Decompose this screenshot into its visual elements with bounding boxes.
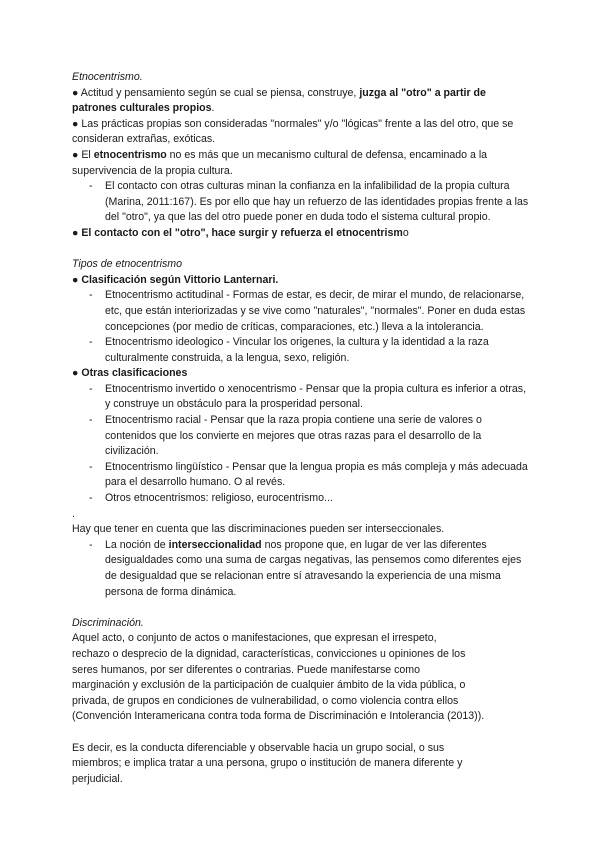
dash-interseccionalidad: - La noción de interseccionalidad nos propone que, en lugar de ver las diferentes desigualdades como una suma de cargas negativas, las pensemos como diferentes ejes de desigualdad que se relacionan entre sí atravesando la experiencia de una misma persona de forma dinámica. (72, 538, 532, 600)
document-page (72, 70, 532, 787)
spacer (72, 725, 532, 741)
discriminacion-line: seres humanos, por ser diferentes o contrarias. Puede manifestarse como (72, 663, 421, 676)
dash-racial: - Etnocentrismo racial - Pensar que la raza propia contiene una serie de valores o contenidos que los convierte en mejores que otras razas para el desarrollo de la civilización. (72, 413, 532, 460)
discriminacion-line: privada, de grupos en condiciones de vulnerabilidad, o como violencia contra ellos (72, 694, 459, 707)
dash-ideologico: - Etnocentrismo ideologico - Vincular los origenes, la cultura y la identidad a la raza culturalmente construida, a la lengua, sexo, religión. (72, 335, 532, 366)
bullet-otras-clasificaciones: ● Otras clasificaciones (72, 367, 188, 380)
conducta-line: Es decir, es la conducta diferenciable y observable hacia un grupo social, o sus (72, 741, 445, 754)
stray-dot: . (72, 507, 75, 520)
bullet-actitud: ● Actitud y pensamiento según se cual se piensa, construye, juzga al "otro" a partir de patrones culturales propios. (72, 86, 486, 115)
dash-linguistico: - Etnocentrismo lingüístico - Pensar que la lengua propia es más compleja y más adecuada para el desarrollo humano. O al revés. (72, 460, 532, 491)
discriminacion-line: (Convención Interamericana contra toda forma de Discriminación e Intolerancia (2013)). (72, 710, 485, 723)
bullet-mecanismo: ● El etnocentrismo no es más que un mecanismo cultural de defensa, encaminado a la supervivencia de la propia cultura. (72, 148, 488, 177)
conducta-line: miembros; e implica tratar a una persona, grupo o institución de manera diferente y (72, 757, 463, 770)
section-title-discriminacion: Discriminación. (72, 616, 144, 629)
dash-invertido: - Etnocentrismo invertido o xenocentrismo - Pensar que la propia cultura es inferior a otras, y construye un obstáculo para la prosperidad personal. (72, 382, 532, 413)
dash-otros: - Otros etnocentrismos: religioso, eurocentrismo... (72, 491, 532, 507)
section-title-etnocentrismo: Etnocentrismo. (72, 71, 143, 83)
interseccional-text: Hay que tener en cuenta que las discriminaciones pueden ser interseccionales. (72, 523, 445, 536)
spacer (72, 600, 532, 616)
conducta-line: perjudicial. (72, 772, 123, 785)
dash-contacto: - El contacto con otras culturas minan la confianza en la infalibilidad de la propia cultura (Marina, 2011:167). Es por ello que hay un refuerzo de las identidades propias frente a las del "otro", ya que las del otro puede poner en duda todo el sistema cultural propio. (72, 179, 532, 226)
bullet-practicas: ● Las prácticas propias son consideradas "normales" y/o "lógicas" frente a las del otro, que se consideran extrañas, exóticas. (72, 117, 514, 146)
dash-actitudinal: - Etnocentrismo actitudinal - Formas de estar, es decir, de mirar el mundo, de relacionarse, etc, que están interiorizadas y se vive como "naturales", "normales". Poner en duda estas concepciones (por medio de críticas, comparaciones, etc.) lleva a la intolerancia. (72, 288, 532, 335)
spacer (72, 242, 532, 258)
discriminacion-line: marginación y exclusión de la participación de cualquier ámbito de la vida pública, o (72, 679, 466, 692)
section-title-tipos: Tipos de etnocentrismo (72, 258, 183, 271)
bullet-lanternari: ● Clasificación según Vittorio Lanternari. (72, 273, 279, 286)
bullet-contacto-otro: ● El contacto con el "otro", hace surgir y refuerza el etnocentrismo (72, 226, 409, 239)
discriminacion-line: rechazo o desprecio de la dignidad, características, convicciones u opiniones de los (72, 647, 466, 660)
discriminacion-line: Aquel acto, o conjunto de actos o manifestaciones, que expresan el irrespeto, (72, 632, 437, 645)
